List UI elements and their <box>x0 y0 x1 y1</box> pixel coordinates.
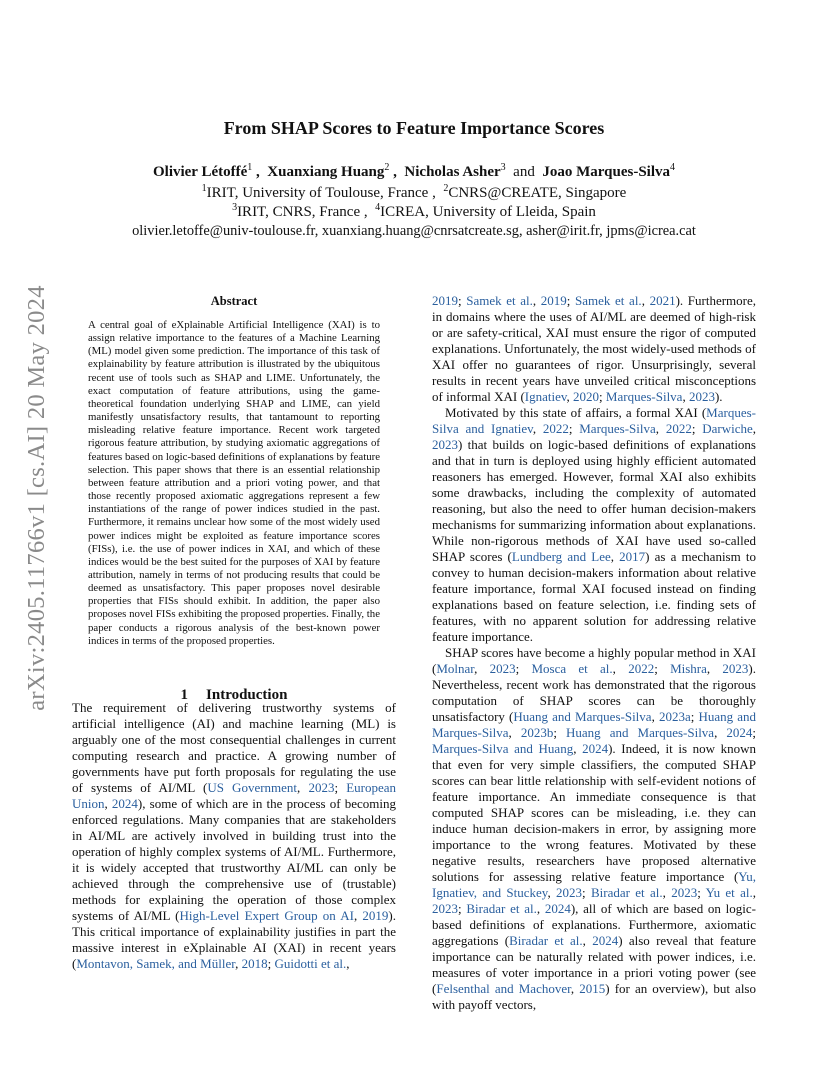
citation-link[interactable]: 2023 <box>489 661 516 676</box>
author-list: Olivier Létoffé$^1$ , Xuanxiang Huang$^2$ , Nicholas Asher$^3$ and Joao Marques-Silva$^4$ <box>152 162 675 180</box>
abstract-body <box>88 319 380 648</box>
citation-link[interactable]: 2015 <box>579 981 606 996</box>
body-text: , <box>346 956 350 971</box>
citation-link[interactable]: Marques-Silva <box>605 389 683 404</box>
citation-link[interactable]: 2023 <box>432 901 458 916</box>
affiliation-text: IRIT, University of Toulouse, France , <box>206 185 436 201</box>
body-text: ). <box>714 389 723 404</box>
citation-link[interactable]: 2023 <box>432 437 458 452</box>
citation-link[interactable]: 2019 <box>540 293 567 308</box>
citation-link[interactable]: Darwiche <box>702 421 753 436</box>
citation-link[interactable]: 2023 <box>671 885 698 900</box>
author-connector: and <box>513 164 535 180</box>
citation-link[interactable]: Felsenthal and Machover <box>436 981 571 996</box>
affiliation-sup: 3 <box>232 202 238 213</box>
citation-link[interactable]: 2017 <box>619 549 646 564</box>
citation-link[interactable]: Huang and Marques-Silva <box>513 709 652 724</box>
author-sup: 3 <box>500 162 506 173</box>
section-number: 1 <box>180 687 189 703</box>
body-text: ) for an overview), but also with payoff vectors, <box>432 981 756 1012</box>
citation-link[interactable]: Mishra <box>670 661 707 676</box>
paragraph <box>432 293 756 405</box>
author-sup: 1 <box>247 162 253 173</box>
body-text: , <box>536 901 545 916</box>
citation-link[interactable]: 2023 <box>722 661 749 676</box>
left-column <box>72 700 396 972</box>
citation-link[interactable]: Biradar et al. <box>590 885 663 900</box>
citation-link[interactable]: 2023 <box>556 885 583 900</box>
body-text: ; <box>697 885 706 900</box>
body-text: , <box>566 389 574 404</box>
citation-link[interactable]: 2024 <box>111 796 138 811</box>
body-text: , <box>714 725 727 740</box>
abstract-heading: Abstract <box>210 294 258 308</box>
body-text: ). Nevertheless, recent work has demonstrated that the rigorous computation of SHAP scores can be thoroughly unsatisfactory ( <box>432 661 757 724</box>
citation-link[interactable]: Marques-Silva <box>579 421 656 436</box>
affiliation-line <box>60 184 768 203</box>
section-title: Introduction <box>206 687 288 703</box>
citation-link[interactable]: 2023b <box>520 725 554 740</box>
right-column <box>432 293 756 1013</box>
body-text: ). Furthermore, in domains where the uses of AI/ML are deemed of high-risk or are safety-critical, XAI must ensure the rigor of computed explanations. Unfortunately, the most widely-used methods of XAI offer no guarantees of rigor. Unsurprisingly, several results in recent years have unveiled critical misconceptions of informal XAI ( <box>432 293 756 404</box>
body-text: , <box>752 421 756 436</box>
paragraph <box>432 645 756 1013</box>
body-text: , <box>641 293 650 308</box>
citation-link[interactable]: 2024 <box>582 741 609 756</box>
citation-link[interactable]: 2021 <box>649 293 676 308</box>
body-text: ), some of which are in the process of becoming enforced regulations. Many companies that are stakeholders in AI/ML are actively involved in building trust into the operation of highly complex systems of AI/ML. Furthermore, it is widely accepted that trustworthy AI/ML can only be achieved through the comprehensive use of (trustable) methods for explaining the operation of those complex systems of AI/ML ( <box>72 796 397 923</box>
author-name: Xuanxiang Huang <box>267 164 385 180</box>
body-text: ), all of which are based on logic-based definitions of explanations. Furthermore, axiomatic aggregations ( <box>432 901 756 948</box>
paragraph <box>72 700 396 972</box>
body-text: , <box>655 421 666 436</box>
citation-link[interactable]: Ignatiev <box>524 389 567 404</box>
citation-link[interactable]: European Union <box>72 780 396 811</box>
body-text: , <box>573 741 583 756</box>
citation-link[interactable]: 2024 <box>592 933 619 948</box>
body-text: , <box>662 885 672 900</box>
citation-link[interactable]: 2023 <box>308 780 335 795</box>
body-text: , <box>532 293 541 308</box>
body-text: , <box>570 981 580 996</box>
body-text: ; <box>458 293 467 308</box>
author-emails: olivier.letoffe@univ-toulouse.fr, xuanxiang.huang@cnrsatcreate.sg, asher@irit.fr, jpms@icrea.cat <box>132 223 696 239</box>
author-sup: 4 <box>670 162 675 173</box>
citation-link[interactable]: 2024 <box>726 725 753 740</box>
body-text: ; <box>654 661 671 676</box>
body-text: , <box>235 956 242 971</box>
author-name: Olivier Létoffé <box>152 164 248 180</box>
affiliation-text: CNRS@CREATE, Singapore <box>448 185 627 201</box>
citation-link[interactable]: Samek et al. <box>575 293 642 308</box>
affiliation-sup: 1 <box>201 183 207 194</box>
body-text: , <box>532 421 543 436</box>
body-text: ; <box>566 293 576 308</box>
citation-link[interactable]: Marques-Silva and Huang <box>432 741 574 756</box>
citation-link[interactable]: 2018 <box>241 956 268 971</box>
citation-link[interactable]: Mosca et al. <box>531 661 613 676</box>
body-text: , <box>610 549 620 564</box>
body-text: , <box>752 885 756 900</box>
affiliation-line <box>60 203 768 222</box>
citation-link[interactable]: Montavon, Samek, and Müller <box>76 956 236 971</box>
body-text: ; <box>599 389 606 404</box>
citation-link[interactable]: 2024 <box>544 901 571 916</box>
citation-link[interactable]: Yu, Ignatiev, and Stuckey <box>432 869 756 900</box>
body-text: , <box>474 661 490 676</box>
body-text: ). This critical importance of explainability justifies in part the massive interest in eXplainable AI (XAI) in recent years ( <box>72 908 397 971</box>
body-text: ) that builds on logic-based definitions of explanations and that in turn is deployed using highly efficient automated reasoners has emerged. However, formal XAI also exhibits some drawbacks, including the complexity of automated reasoning, but also the need to offer human decision-makers mechanisms for summarizing information about explanations. While non-rigorous methods of XAI have used so-called SHAP scores ( <box>432 437 756 564</box>
citation-link[interactable]: Lundberg and Lee <box>511 549 611 564</box>
body-text: , <box>104 796 112 811</box>
arxiv-identifier <box>22 258 52 738</box>
citation-link[interactable]: Yu et al. <box>705 885 753 900</box>
author-name: Joao Marques-Silva <box>542 164 670 180</box>
body-text: ; <box>267 956 275 971</box>
affiliation-text: ICREA, University of Lleida, Spain <box>380 204 596 220</box>
body-text: ) also reveal that feature importance can be naturally related with power indices, i.e. measures of voter importance in a priori voting power (see ( <box>432 933 756 996</box>
body-text: ; <box>752 725 756 740</box>
citation-link[interactable]: 2022 <box>628 661 655 676</box>
affiliation-sup: 2 <box>443 183 449 194</box>
body-text: ; <box>568 421 580 436</box>
citation-link[interactable]: 2023 <box>688 389 715 404</box>
citation-link[interactable]: High-Level Expert Group on AI <box>179 908 354 923</box>
affiliation-sup: 4 <box>375 202 381 213</box>
citation-link[interactable]: Huang and Marques-Silva <box>432 709 757 740</box>
body-text: , <box>582 933 593 948</box>
citation-link[interactable]: 2019 <box>432 293 458 308</box>
body-text: , <box>706 661 723 676</box>
citation-link[interactable]: 2022 <box>542 421 569 436</box>
body-text: , <box>612 661 629 676</box>
citation-link[interactable]: Biradar et al. <box>509 933 583 948</box>
affiliation-text: IRIT, CNRS, France , <box>237 204 368 220</box>
citation-link[interactable]: Huang and Marques-Silva <box>566 725 715 740</box>
citation-link[interactable]: Guidotti et al. <box>274 956 347 971</box>
author-sup: 2 <box>384 162 390 173</box>
citation-link[interactable]: Molnar <box>436 661 475 676</box>
body-text: ; <box>515 661 532 676</box>
body-text: ; <box>691 421 703 436</box>
body-text: ; <box>553 725 567 740</box>
abstract-text: A central goal of eXplainable Artificial Intelligence (XAI) is to assign relative importance to the features of a Machine Learning (ML) model given some prediction. The importance of this task of explainability by feature attribution is illustrated by the ubiquitous recent use of tools such as SHAP and LIME. Unfortunately, the exact computation of feature attributions, using the game-theoretical foundation underlying SHAP and LIME, can yield manifestly unsatisfactory results, that tantamount to reporting misleading relative feature importance. Recent work targeted rigorous feature attribution, by studying axiomatic aggregations of features based on logic-based definitions of explanations by feature selection. This paper shows that there is an essential relationship between feature attribution and a priori voting power, and that those recently proposed axiomatic aggregations represent a few instantiations of the range of power indices studied in the past. Furthermore, it remains unclear how some of the most widely used power indices might be exploited as feature importance scores (FISs), i.e. the use of power indices in XAI, and which of these indices would be the best suited for the purposes of XAI by feature attribution, namely in terms of not producing results that could be deemed as unsatisfactory. This paper proposes novel desirable properties that FISs should exhibit. In addition, the paper also proposes novel FISs exhibiting the proposed properties. Finally, the paper conducts a rigorous analysis of the best-known power indices in terms of the proposed properties. <box>88 319 380 647</box>
body-text: , <box>508 725 521 740</box>
body-text: , <box>682 389 689 404</box>
body-text: ) as a mechanism to convey to human decision-makers information about relative feature importance, formal XAI focused instead on finding explanations based on feature selection, i.e. finding sets of features, with no apparent solution for addressing relative feature importance. <box>432 549 756 644</box>
citation-link[interactable]: 2020 <box>573 389 600 404</box>
citation-link[interactable]: 2019 <box>362 908 389 923</box>
paper-header <box>60 118 768 241</box>
citation-link[interactable]: 2023a <box>658 709 691 724</box>
citation-link[interactable]: Biradar et al. <box>466 901 537 916</box>
citation-link[interactable]: US Government <box>207 780 298 795</box>
arxiv-identifier-text: arXiv:2405.11766v1 [cs.AI] 20 May 2024 <box>23 285 50 711</box>
body-text: ; <box>334 780 347 795</box>
body-text: ; <box>458 901 467 916</box>
body-text: , <box>353 908 363 923</box>
author-name: Nicholas Asher <box>404 164 501 180</box>
body-text: , <box>547 885 557 900</box>
body-text: , <box>651 709 659 724</box>
body-text: ; <box>582 885 591 900</box>
paragraph <box>432 405 756 645</box>
citation-link[interactable]: Marques-Silva and Ignatiev <box>432 405 756 436</box>
paper-title: From SHAP Scores to Feature Importance Scores <box>223 118 605 138</box>
body-text: ). Indeed, it is now known that even for very simple classifiers, the computed SHAP scores can bear little relationship with self-evident notions of feature importance. An immediate consequence is that computed SHAP scores can be misleading, i.e. they can induce human decision-makers in error, by assigning more importance to the wrong features. Motivated by these negative results, researchers have proposed alternative solutions for assessing relative feature importance ( <box>432 741 757 884</box>
body-text: The requirement of delivering trustworthy systems of artificial intelligence (AI) and machine learning (ML) is arguably one of the most consequential challenges in current computing research and practice. A growing number of governments have put forth proposals for regulating the use of systems of AI/ML ( <box>72 700 396 795</box>
body-text: SHAP scores have become a highly popular method in XAI ( <box>432 645 756 676</box>
body-text: , <box>297 780 309 795</box>
citation-link[interactable]: 2022 <box>665 421 692 436</box>
body-text: ; <box>690 709 699 724</box>
citation-link[interactable]: Samek et al. <box>466 293 533 308</box>
body-text: Motivated by this state of affairs, a formal XAI ( <box>445 405 707 420</box>
